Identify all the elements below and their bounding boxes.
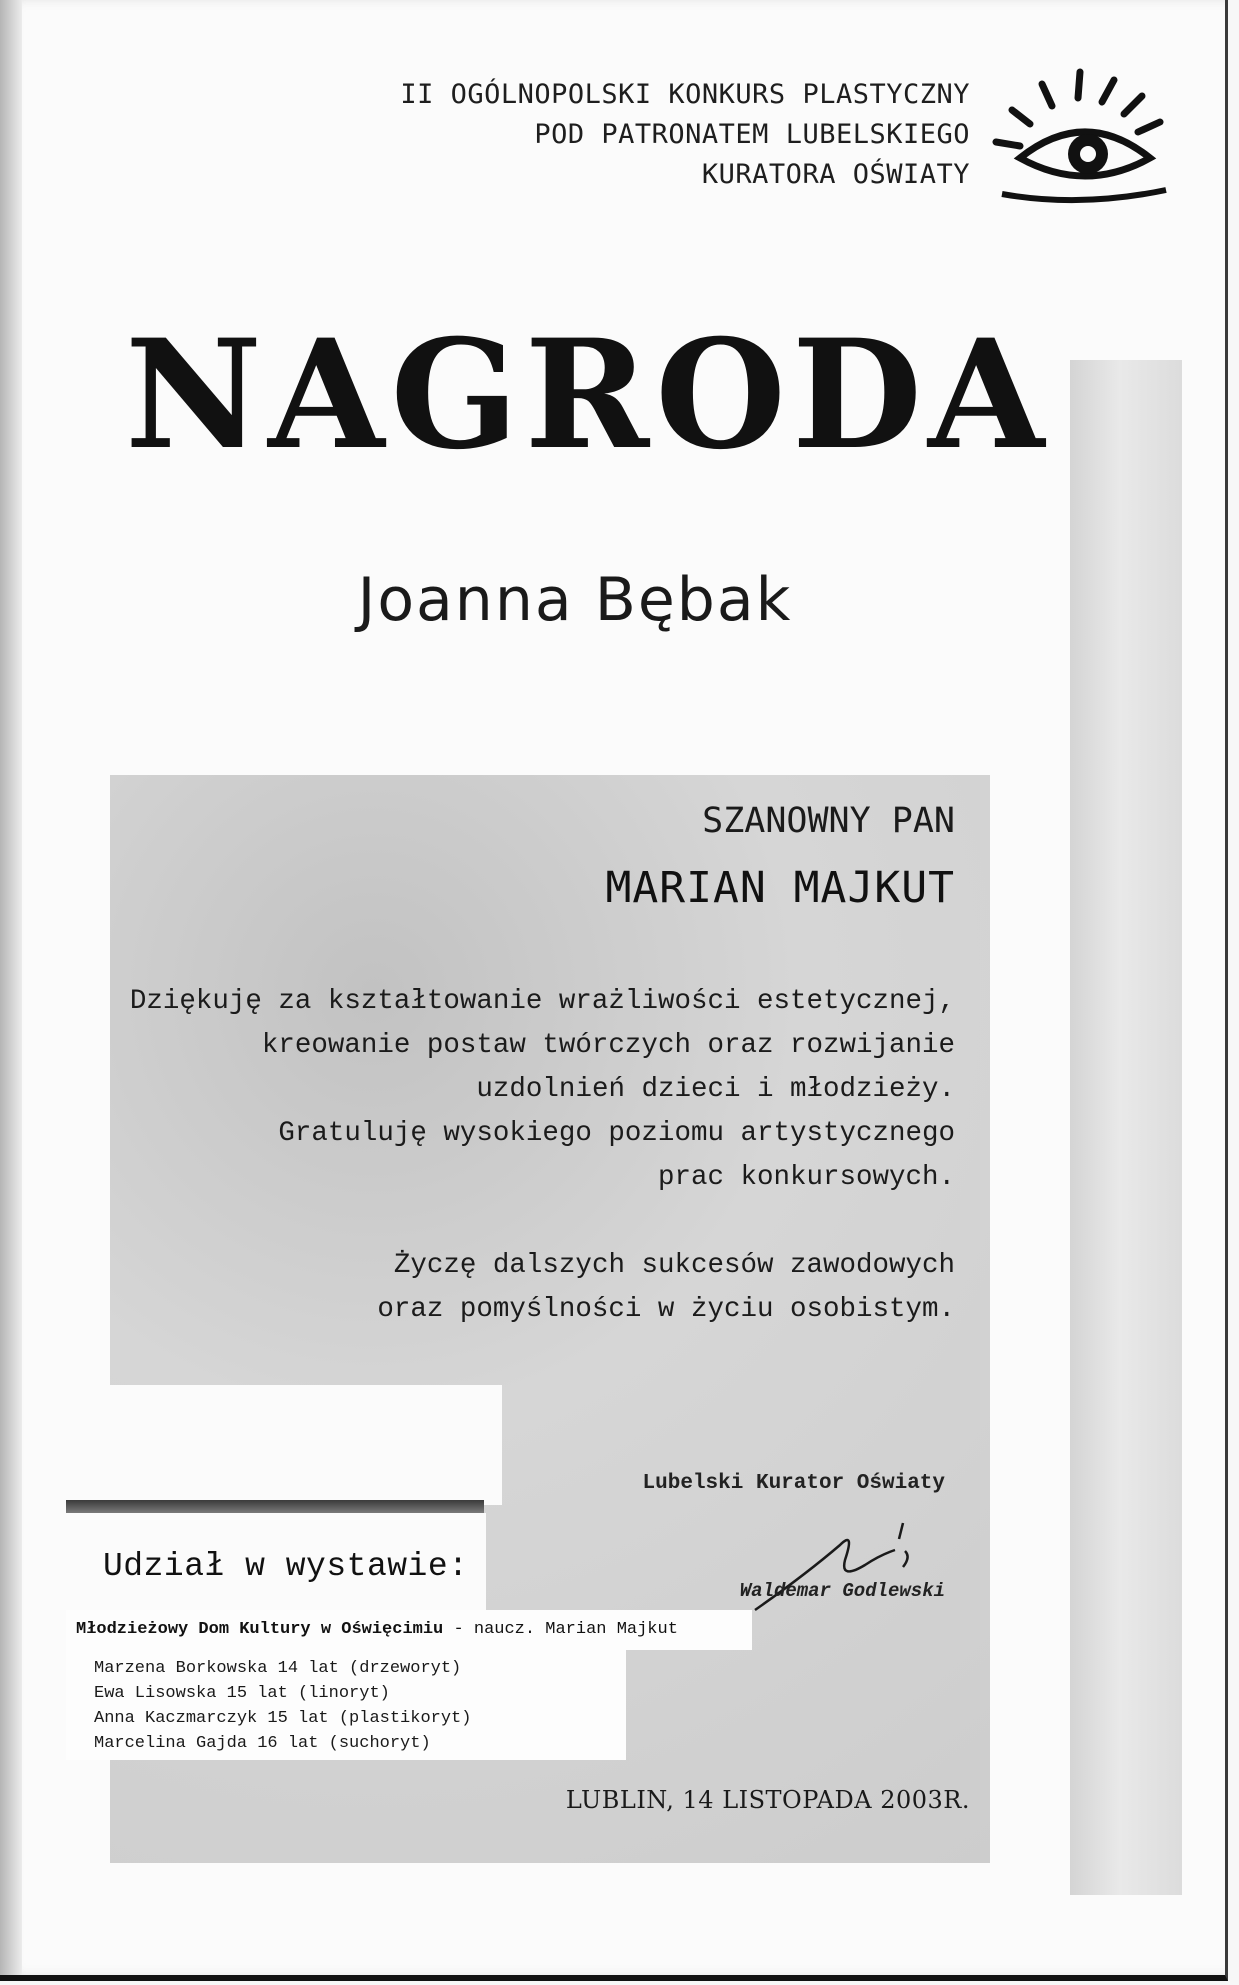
letter-line: oraz pomyślności w życiu osobistym. — [377, 1294, 955, 1325]
letter-body — [110, 980, 955, 1332]
list-item: Ewa Lisowska 15 lat (linoryt) — [94, 1684, 390, 1703]
decorative-strip — [1070, 360, 1182, 1895]
teacher-name: - naucz. Marian Majkut — [443, 1620, 678, 1639]
letter-line: Dziękuję za kształtowanie wrażliwości estetycznej, — [129, 986, 955, 1017]
header-line: II OGÓLNOPOLSKI KONKURS PLASTYCZNY — [400, 79, 970, 110]
exhibition-institution-line — [66, 1610, 752, 1650]
header-line: KURATORA OŚWIATY — [701, 159, 970, 190]
paragraph-gap — [110, 1200, 955, 1244]
awardee-name: Joanna Bębak — [357, 565, 793, 635]
letter-line: kreowanie postaw twórczych oraz rozwijanie — [261, 1030, 955, 1061]
signature-name: Waldemar Godlewski — [739, 1580, 945, 1602]
competition-header — [180, 75, 970, 195]
letter-line: uzdolnień dzieci i młodzieży. — [476, 1074, 955, 1105]
letter-line: prac konkursowych. — [657, 1162, 955, 1193]
page-edge-shadow — [0, 0, 22, 1975]
header-line: POD PATRONATEM LUBELSKIEGO — [534, 119, 970, 150]
letter-line: Życzę dalszych sukcesów zawodowych — [393, 1250, 955, 1281]
signature-role: Lubelski Kurator Oświaty — [642, 1472, 945, 1495]
eye-logo-icon — [990, 66, 1170, 216]
letter-greeting: SZANOWNY PAN — [702, 801, 955, 841]
overlay-patch — [62, 1385, 502, 1505]
exhibition-title: Udział w wystawie: — [103, 1548, 469, 1585]
list-item: Marzena Borkowska 14 lat (drzeworyt) — [94, 1659, 462, 1678]
letter-recipient: MARIAN MAJKUT — [605, 863, 955, 913]
divider-bar — [66, 1500, 484, 1513]
award-title: NAGRODA — [125, 307, 1051, 483]
place-and-date: LUBLIN, 14 LISTOPADA 2003R. — [565, 1786, 970, 1814]
participants-list — [66, 1650, 626, 1760]
letter-line: Gratuluję wysokiego poziomu artystycznego — [278, 1118, 955, 1149]
list-item: Anna Kaczmarczyk 15 lat (plastikoryt) — [94, 1709, 472, 1728]
list-item: Marcelina Gajda 16 lat (suchoryt) — [94, 1734, 431, 1753]
institution-name: Młodzieżowy Dom Kultury w Oświęcimiu — [76, 1620, 444, 1639]
